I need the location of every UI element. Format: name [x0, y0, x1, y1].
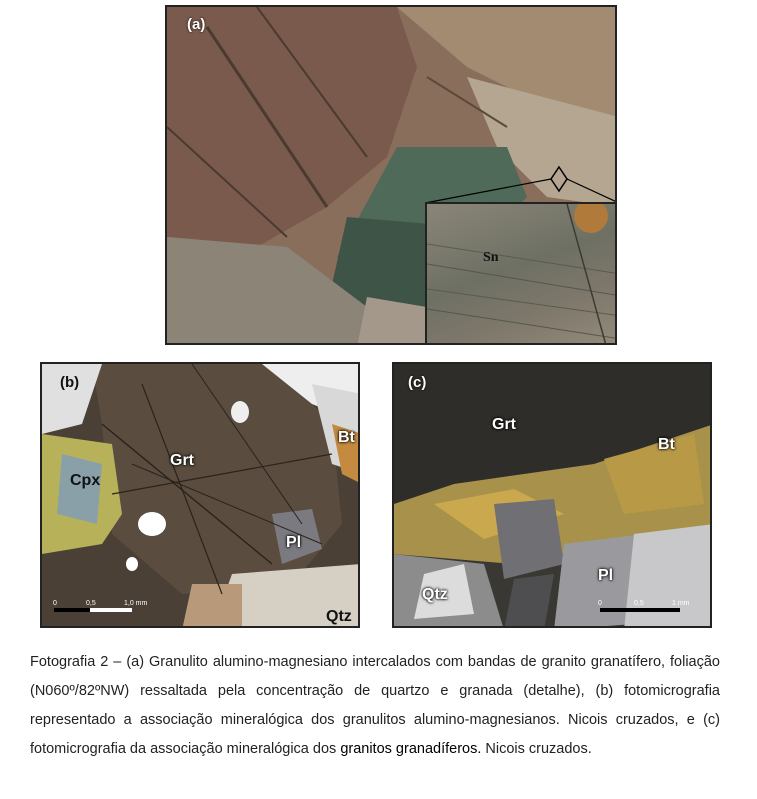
scale-c-tick-0: 0 — [598, 600, 602, 607]
scale-bar-b-white — [90, 608, 132, 612]
mineral-bt-c: Bt — [658, 436, 675, 453]
mineral-qtz-c: Qtz — [422, 586, 448, 603]
photo-a-inset — [425, 202, 617, 345]
caption-text-end: Nicois cruzados. — [481, 741, 592, 757]
mineral-cpx-b: Cpx — [70, 472, 101, 489]
scale-b-tick-0: 0 — [53, 600, 57, 607]
inset-foliation — [427, 204, 617, 345]
scale-c-tick-1: 0,5 — [634, 600, 644, 607]
mineral-pl-c: Pl — [598, 567, 614, 584]
photo-c — [392, 362, 712, 628]
mineral-bt-b: Bt — [338, 429, 355, 446]
photo-b-image — [42, 364, 360, 628]
caption-emphasis: granitos granadíferos. — [340, 741, 482, 757]
mineral-qtz-b: Qtz — [326, 608, 352, 625]
scale-c-tick-2: 1 mm — [672, 600, 690, 607]
photo-a-label: (a) — [187, 16, 206, 33]
mineral-grt-c: Grt — [492, 416, 516, 433]
photo-b-label: (b) — [60, 374, 80, 391]
scale-bar-b-black — [54, 608, 90, 612]
figure-caption — [30, 648, 720, 764]
photo-b — [40, 362, 360, 628]
mineral-pl-b: Pl — [286, 534, 302, 551]
photo-a — [165, 5, 617, 345]
photo-c-label: (c) — [408, 374, 427, 391]
scale-b-tick-1: 0,5 — [86, 600, 96, 607]
inset-label-sn: Sn — [483, 250, 499, 265]
scale-b-tick-2: 1,0 mm — [124, 600, 148, 607]
caption-text: Fotografia 2 – (a) Granulito alumino-magnesiano intercalados com bandas de granito granatífero, foliação (N060º/82ºNW) ressaltada pela concentração de quartzo e granada (detalhe), (b) fotomicrografia representado a associação mineralógica dos granulitos alumino-magnesianos. Nicois cruzados, e (c) fotomicrografia da associação mineralógica dos — [30, 654, 720, 757]
coin — [574, 204, 608, 233]
scale-bar-c — [600, 608, 680, 612]
mineral-grt-b: Grt — [170, 452, 194, 469]
